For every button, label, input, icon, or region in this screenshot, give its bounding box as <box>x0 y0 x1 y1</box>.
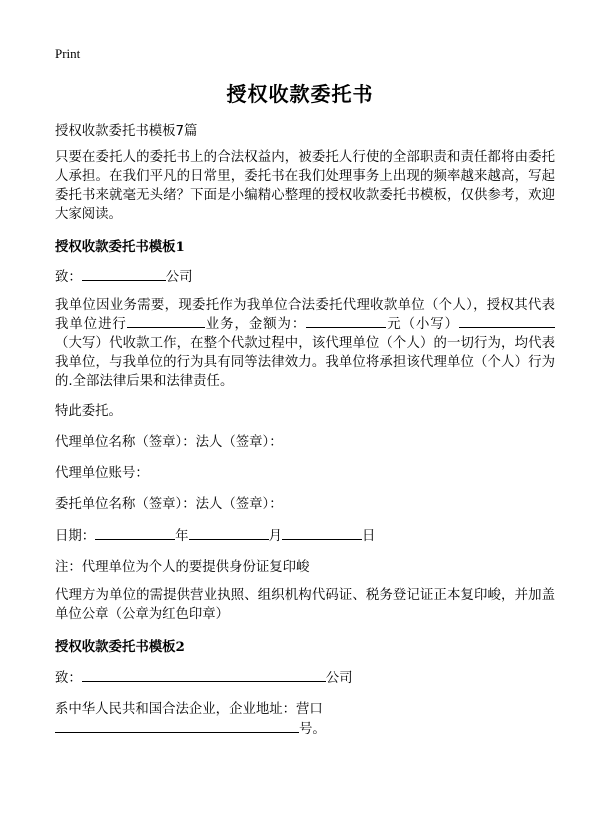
blank-amount-upper[interactable] <box>459 315 555 328</box>
to-prefix-2: 致： <box>55 671 82 686</box>
agent-account-line: 代理单位账号： <box>55 466 149 481</box>
body-text-b: 业务，金额为： <box>204 317 307 332</box>
blank-month[interactable] <box>189 527 269 540</box>
to-prefix: 致： <box>55 270 82 285</box>
body-text-c: 元（小写） <box>386 317 460 332</box>
blank-address[interactable] <box>55 720 299 733</box>
body-text-a: 我单位因业务需要，现委托作为我单位合法委托代理收款单位（个人），授权其代表我单位进行 <box>55 298 555 332</box>
note1-line: 注：代理单位为个人的要提供身份证复印峻 <box>55 560 310 575</box>
agent-name-line: 代理单位名称（签章）：法人（签章）： <box>55 435 283 450</box>
template2-address-line: 系中华人民共和国合法企业，企业地址：营口 <box>55 702 323 717</box>
template2-heading: 授权收款委托书模板2 <box>55 639 185 655</box>
template2-address-line2 <box>55 718 326 737</box>
to-suffix: 公司 <box>165 270 193 285</box>
template1-body <box>55 296 555 391</box>
blank-company-2[interactable] <box>82 669 326 682</box>
document-title: 授权收款委托书 <box>226 82 374 106</box>
template1-to-line <box>55 266 193 285</box>
document-subtitle: 授权收款委托书模板7篇 <box>55 124 198 139</box>
principal-name-line: 委托单位名称（签章）：法人（签章）： <box>55 497 283 512</box>
template1-heading: 授权收款委托书模板1 <box>55 239 185 255</box>
year-label: 年 <box>175 529 189 544</box>
special-line: 特此委托。 <box>55 404 122 419</box>
blank-amount-lower[interactable] <box>306 315 386 328</box>
date-line <box>55 525 375 544</box>
template2-to-line <box>55 667 353 686</box>
blank-company[interactable] <box>82 268 166 281</box>
blank-business[interactable] <box>127 315 205 328</box>
to-suffix-2: 公司 <box>325 671 353 686</box>
blank-year[interactable] <box>95 527 175 540</box>
print-link[interactable]: Print <box>55 46 81 61</box>
day-label: 日 <box>361 529 376 544</box>
note2-paragraph: 代理方为单位的需提供营业执照、组织机构代码证、税务登记证正本复印峻，并加盖单位公章（公章为红色印章） <box>55 588 555 622</box>
month-label: 月 <box>268 529 282 544</box>
blank-day[interactable] <box>282 527 362 540</box>
body-text-d: （大写）代收款工作，在整个代款过程中，该代理单位（个人）的一切行为，均代表我单位，与我单位的行为具有同等法律效力。我单位将承担该代理单位（个人）行为的.全部法律后果和法律责任。 <box>55 336 555 389</box>
date-prefix: 日期： <box>55 529 96 544</box>
intro-paragraph: 只要在委托人的委托书上的合法权益内，被委托人行使的全部职责和责任都将由委托人承担。在我们平凡的日常里，委托书在我们处理事务上出现的频率越来越高，写起委托书来就毫无头绪？下面是小编精心整理的授权收款委托书模板，仅供参考，欢迎大家阅读。 <box>55 150 555 222</box>
number-suffix: 号。 <box>299 722 326 737</box>
